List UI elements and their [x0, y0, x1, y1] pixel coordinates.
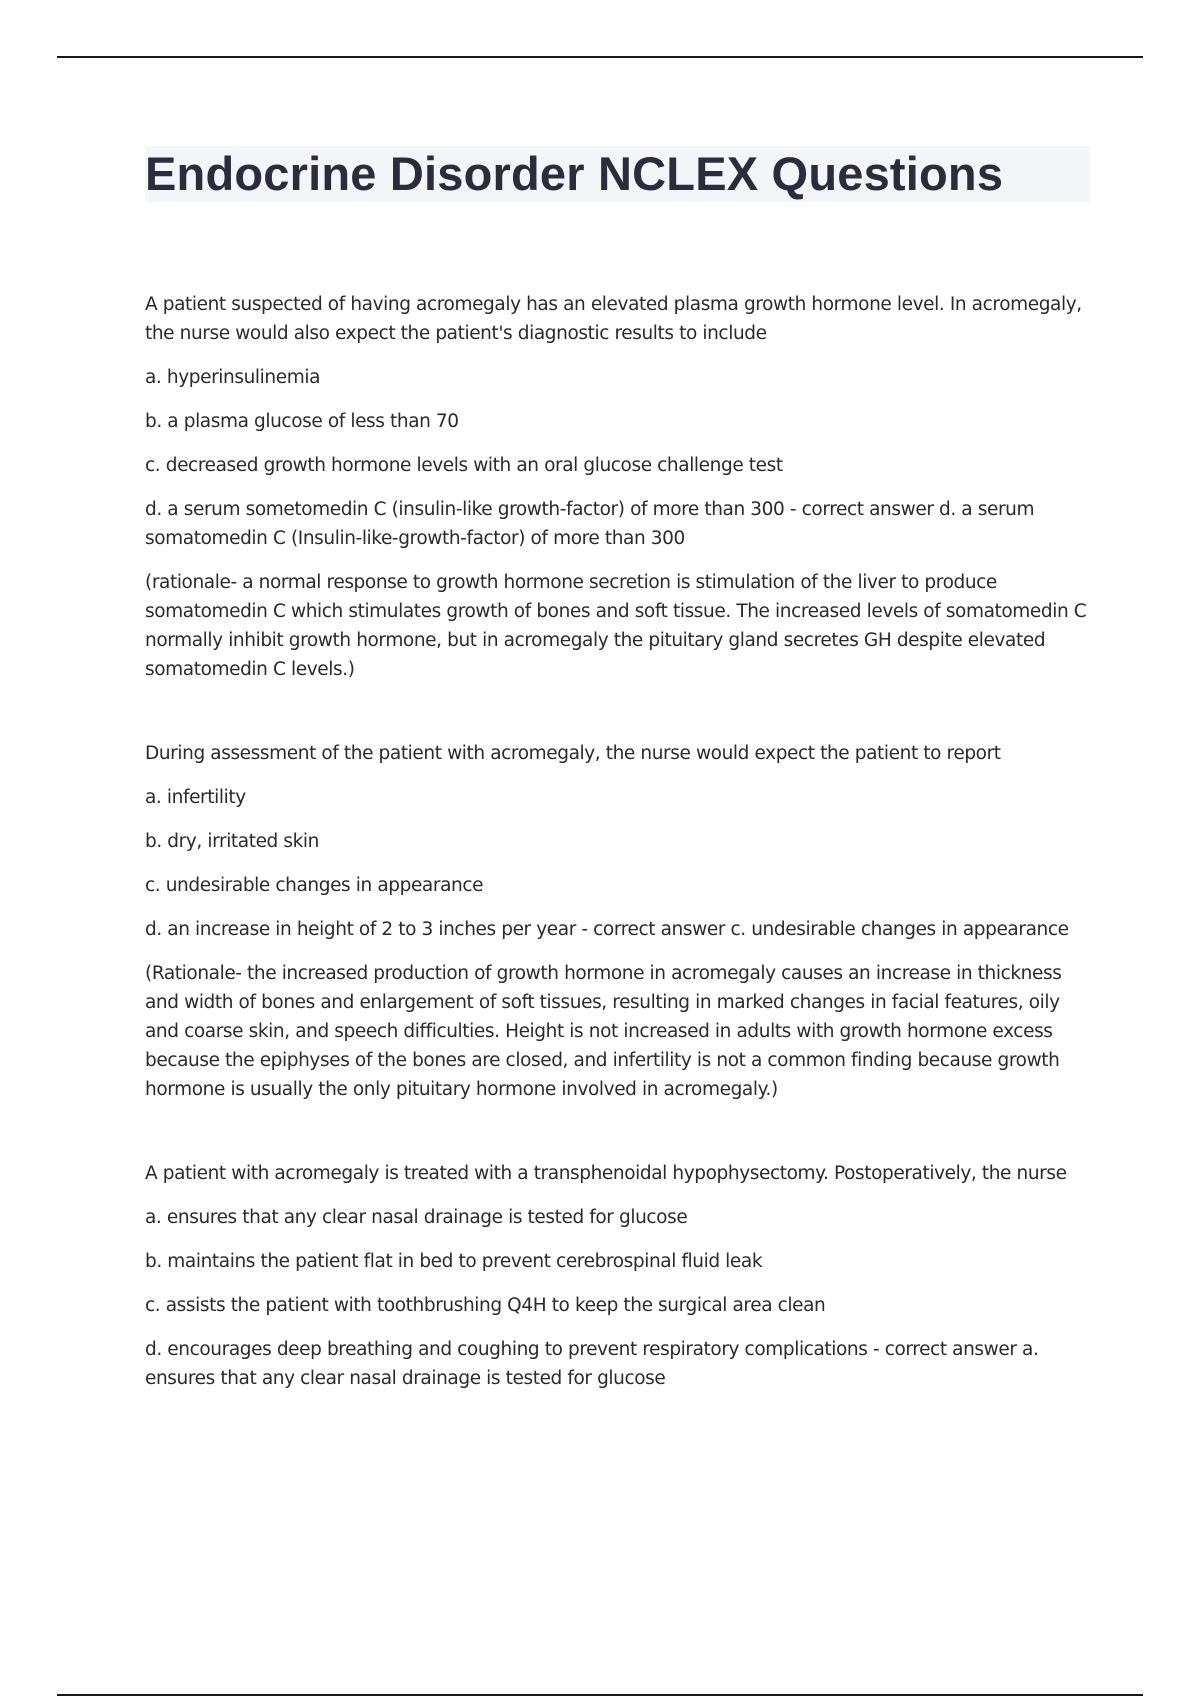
question-stem: A patient with acromegaly is treated with a transphenoidal hypophysectomy. Postoperatively, the nurse [145, 1163, 1067, 1184]
question-rationale: (Rationale- the increased production of growth hormone in acromegaly causes an increase in thickness and width of bones and enlargement of soft tissues, resulting in marked changes in facial features, oily and coarse skin, and speech difficulties. Height is not increased in adults with growth hormone excess because the epiphyses of the bones are closed, and infertility is not a common finding because growth hormone is usually the only pituitary hormone involved in acromegaly.) [145, 963, 1062, 1100]
question-stem: A patient suspected of having acromegaly has an elevated plasma growth hormone level. In acromegaly, the nurse would also expect the patient's diagnostic results to include [145, 294, 1082, 344]
answer-option-d: d. encourages deep breathing and coughing to prevent respiratory complications - correct answer a. ensures that any clear nasal drainage is tested for glucose [145, 1339, 1039, 1389]
question-stem: During assessment of the patient with acromegaly, the nurse would expect the patient to report [145, 743, 1001, 764]
answer-option-b: b. dry, irritated skin [145, 831, 319, 852]
answer-option-b: b. a plasma glucose of less than 70 [145, 411, 459, 432]
answer-option-d: d. a serum sometomedin C (insulin-like growth-factor) of more than 300 - correct answer d. a serum somatomedin C (Insulin-like-growth-factor) of more than 300 [145, 499, 1035, 549]
answer-option-a: a. ensures that any clear nasal drainage is tested for glucose [145, 1207, 688, 1228]
question-block [145, 739, 1090, 1104]
answer-option-b: b. maintains the patient flat in bed to prevent cerebrospinal fluid leak [145, 1251, 763, 1272]
answer-option-a: a. hyperinsulinemia [145, 367, 321, 388]
question-block [145, 1159, 1090, 1393]
answer-option-c: c. assists the patient with toothbrushing Q4H to keep the surgical area clean [145, 1295, 826, 1316]
question-block [145, 290, 1090, 684]
answer-option-c: c. undesirable changes in appearance [145, 875, 484, 896]
footer-rule [57, 1694, 1143, 1696]
answer-option-d: d. an increase in height of 2 to 3 inches per year - correct answer c. undesirable changes in appearance [145, 919, 1069, 940]
answer-option-c: c. decreased growth hormone levels with an oral glucose challenge test [145, 455, 783, 476]
header-rule [57, 56, 1143, 58]
answer-option-a: a. infertility [145, 787, 246, 808]
page-title: Endocrine Disorder NCLEX Questions [145, 147, 1004, 200]
questions-content [145, 290, 1090, 1448]
title-banner [145, 146, 1090, 202]
question-rationale: (rationale- a normal response to growth hormone secretion is stimulation of the liver to produce somatomedin C which stimulates growth of bones and soft tissue. The increased levels of somatomedin C normally inhibit growth hormone, but in acromegaly the pituitary gland secretes GH despite elevated somatomedin C levels.) [145, 572, 1087, 680]
